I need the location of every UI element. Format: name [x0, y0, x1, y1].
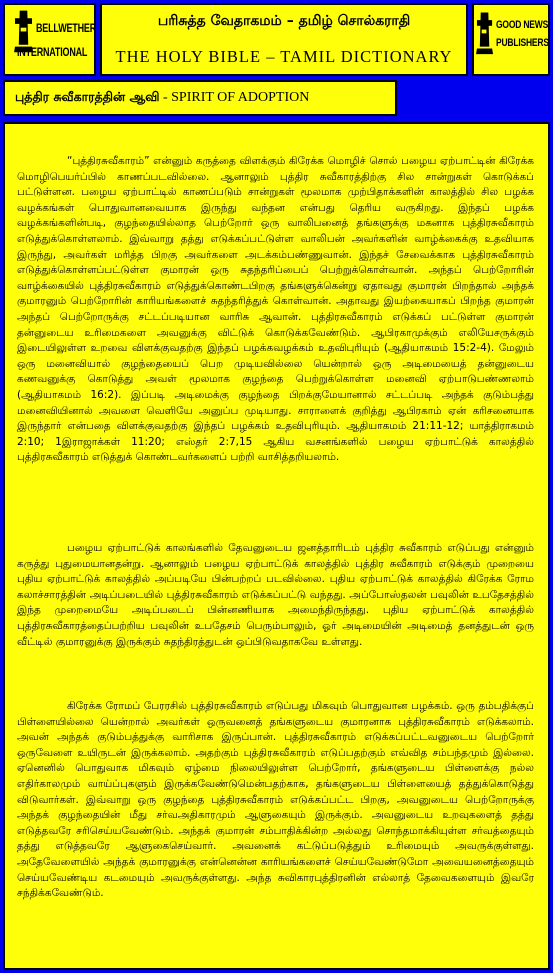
- bellwether-brand-line1: BELLWETHER: [36, 21, 96, 35]
- topic-heading-tamil: புத்திர சுவீகாரத்தின் ஆவி: [15, 89, 160, 104]
- topic-heading-english: - SPIRIT OF ADOPTION: [159, 90, 310, 105]
- article-body: [3, 122, 550, 970]
- good-news-brand-line1: GOOD NEWS: [496, 17, 549, 31]
- good-news-logo-box: [472, 3, 550, 76]
- bellwether-bible-icon: [5, 5, 94, 74]
- bellwether-logo-box: [3, 3, 96, 76]
- tamil-dictionary-title: பரிசுத்த வேதாகமம் – தமிழ் சொல்கராதி: [157, 13, 411, 29]
- bellwether-brand-line2: INTERNATIONAL: [17, 45, 88, 59]
- topic-heading: [15, 89, 309, 106]
- article-paragraph-1: “புத்திரசுவீகாரம்” என்னும் கருத்தை விளக்கும் கிரேக்க மொழிச் சொல் பழைய ஏற்பாட்டின் கிரேக்க மொழிபெயர்ப்பில் காணப்படவில்லை. ஆனாலும் புத்திர சுவீகாரத்திற்கு சில சான்றுகள் கொடுக்கப் பட்டுள்ளன. பழைய ஏற்பாட்டில் காணப்படும் சான்றுகள் மூலமாக முற்பிதாக்களின் காலத்தில் சில பழக்க வழக்கங்கள் பொதுவானவையாக இருந்து வந்தன என்பது தெரிய வருகிறது. இந்தப் பழக்க வழக்கங்களின்படி, குழந்தையில்லாத பெற்றோர் ஒரு வாலிபனைத் தங்களுக்கு மகனாக புத்திரசுவீகாரம் எடுத்துக்கொள்ளலாம். இவ்வாறு தத்து எடுக்கப்பட்டுள்ள வாலிபன் அவர்களின் வாழ்க்கைக்கு உதவியாக இருந்து, அவர்கள் மரித்த பிறகு அவர்களை அடக்கம்பண்ணுவான். இந்தச் சேவைக்காக புத்திரசுவீகாரம் எடுத்துக்கொள்ளப்பட்டுள்ள குமாரன் ஒரு சுதந்தரிப்பைப் பெற்றுக்கொள்வான். அந்தப் பெற்றோரின் வாழ்க்கையில் புத்திரசுவீகாரம் எடுத்துக்கொண்டபிறகு தங்களுக்கென்று ஏதாவது குமாரன் பிறந்தால் அந்தக் குமாரனும் பெற்றோரின் காரியங்களைச் சுதந்தரித்துக் கொள்வான். அதாவது இயற்கையாகப் பிறந்த குமாரன் அந்தப் பெற்றோருக்கு சட்டப்படியான வாரிசு ஆவான். புத்திரசுவீகாரம் எடுக்கப் பட்டுள்ள குமாரன் தன்னுடைய உரிமைகளை அவனுக்கு விட்டுக் கொடுக்கவேண்டும். ஆபிரகாமுக்கும் எலியேசருக்கும் இடையிலுள்ள உறவை விளக்குவதற்கு இந்தப் பழக்கவழக்கம் உதவிபுரியும் (ஆதியாகமம் 15:2-4). மேலும் ஒரு மனைவியால் குழந்தையைப் பெற முடியவில்லை யென்றால் ஒரு அடிமையைத் தன்னுடைய கணவனுக்கு கொடுத்து அவள் மூலமாக குழந்தை பெற்றுக்கொள்ள மனைவி ஏற்பாடுபண்ணலாம் (ஆதியாகமம் 16:2). இப்படி அடிமைக்கு குழந்தை பிறக்குமேயானால் சட்டப்படி அந்தக் குடும்பத்து மனைவியினால் அவளை வெளியே அனுப்ப முடியாது. சாராளைக் குறித்து ஆபிரகாம் ஏன் கரிசனையாக இருந்தார் என்பதை விளக்குவதற்கு இந்தப் பழக்கம் உதவிபுரியும். ஆதியாகமம் 21:11-12; யாத்திராகமம் 2:10; 1இராஜாக்கள் 11:20; எஸ்தர் 2:7,15 ஆகிய வசனங்களில் பழைய ஏற்பாட்டுக் காலத்தில் புத்திரசுவீகாரம் எடுத்துக் கொண்டவர்களைப் பற்றி வாசித்தறியலாம்.: [17, 155, 534, 464]
- article-paragraph-3: கிரேக்க ரோமப் பேரரசில் புத்திரசுவீகாரம் எடுப்பது மிகவும் பொதுவான பழக்கம். ஒரு தம்பதிக்குப் பிள்ளையில்லை யென்றால் அவர்கள் ஒருவனைத் தங்களுடைய குமாரனாக புத்திரசுவீகாரம் எடுக்கலாம். அவன் அந்தக் குடும்பத்துக்கு வாரிசாக இருப்பான். புத்திரசுவீகாரம் எடுக்கப்பட்டவனுடைய பெற்றோர் ஒருவேளை உயிருடன் இருக்கலாம். அதற்கும் புத்திரசுவீகாரம் எடுப்பதற்கும் எவ்வித சம்பந்தமும் இல்லை. ஏனெனில் பொதுவாக மிகவும் ஏழ்மை நிலையிலுள்ள பெற்றோர், தங்களுடைய பிள்ளைக்கு நல்ல எதிர்காலமும் வாய்ப்புகளும் இருக்கவேண்டுமென்பதற்காக, தங்களுடைய பிள்ளையைத் தத்துக்கொடுத்து விடுவார்கள். இவ்வாறு ஒரு குழந்தை புத்திரசுவீகாரம் எடுக்கப்பட்ட பிறகு, அவனுடைய பெற்றோருக்கு அந்தக் குழந்தையின் மீது சர்வஅதிகாரமும் ஆளுகையும் இருக்கும். அவனுடைய உறவுகளைத் தத்து எடுத்தவரே சரிசெய்யவேண்டும். அந்தக் குமாரன் சம்பாதிக்கின்ற அல்லது சொந்தமாக்கியுள்ள சர்வத்தையும் தத்து எடுத்தவரே ஆளுகைசெய்வார். அவனைக் கட்டுப்படுத்தும் உரிமையும் அவருக்குள்ளது. அதேவேளையில் அந்தக் குமாரனுக்கு என்னென்ன காரியங்களைச் செய்யவேண்டுமோ அவையனைத்தையும் செய்யவேண்டிய கடமையும் அவருக்குள்ளது. அந்த சுவிகாரபுத்திரனின் எல்லாத் தேவைகளையும் இவரே சந்திக்கவேண்டும்.: [17, 700, 534, 900]
- good-news-brand-line2: PUBLISHERS: [496, 35, 549, 49]
- english-dictionary-title: THE HOLY BIBLE – TAMIL DICTIONARY: [115, 47, 453, 66]
- article-paragraph-2: பழைய ஏற்பாட்டுக் காலங்களில் தேவனுடைய ஜனத்தாரிடம் புத்திர சுவீகாரம் எடுப்பது என்னும் கருத்து புதுமையானதன்று. ஆனாலும் பழைய ஏற்பாட்டுக் காலத்தில் புத்திர சுவீகாரம் எடுக்கும் முறையை புதிய ஏற்பாட்டுக் காலத்தில் அப்படியே பின்பற்றப் படவில்லை. புதிய ஏற்பாட்டுக் காலத்தில் கிரேக்க ரோம கலாச்சாரத்தின் அடிப்படையில் புத்திரசுவீகாரம் எடுக்கப்பட்டு வந்தது. அப்போஸ்தலன் பவுலின் உபதேசத்தில் இந்த முறைமையே அடிப்படைப் பின்னணியாக அமைந்திருந்தது. புதிய ஏற்பாட்டுக் காலத்தில் புத்திரசுவீகாரத்தைப்பற்றிய பவுலின் உபதேசம் பெரும்பாலும், ஓர் அடிமையின் அடிமைத் தனத்துடன் ஒரு வீட்டில் குமாரனுக்கு இருக்கும் சுதந்திரத்துடன் ஒப்பிடுவதாகவே உள்ளது.: [17, 542, 534, 648]
- topic-heading-box: [3, 80, 397, 116]
- dictionary-header: [100, 3, 468, 76]
